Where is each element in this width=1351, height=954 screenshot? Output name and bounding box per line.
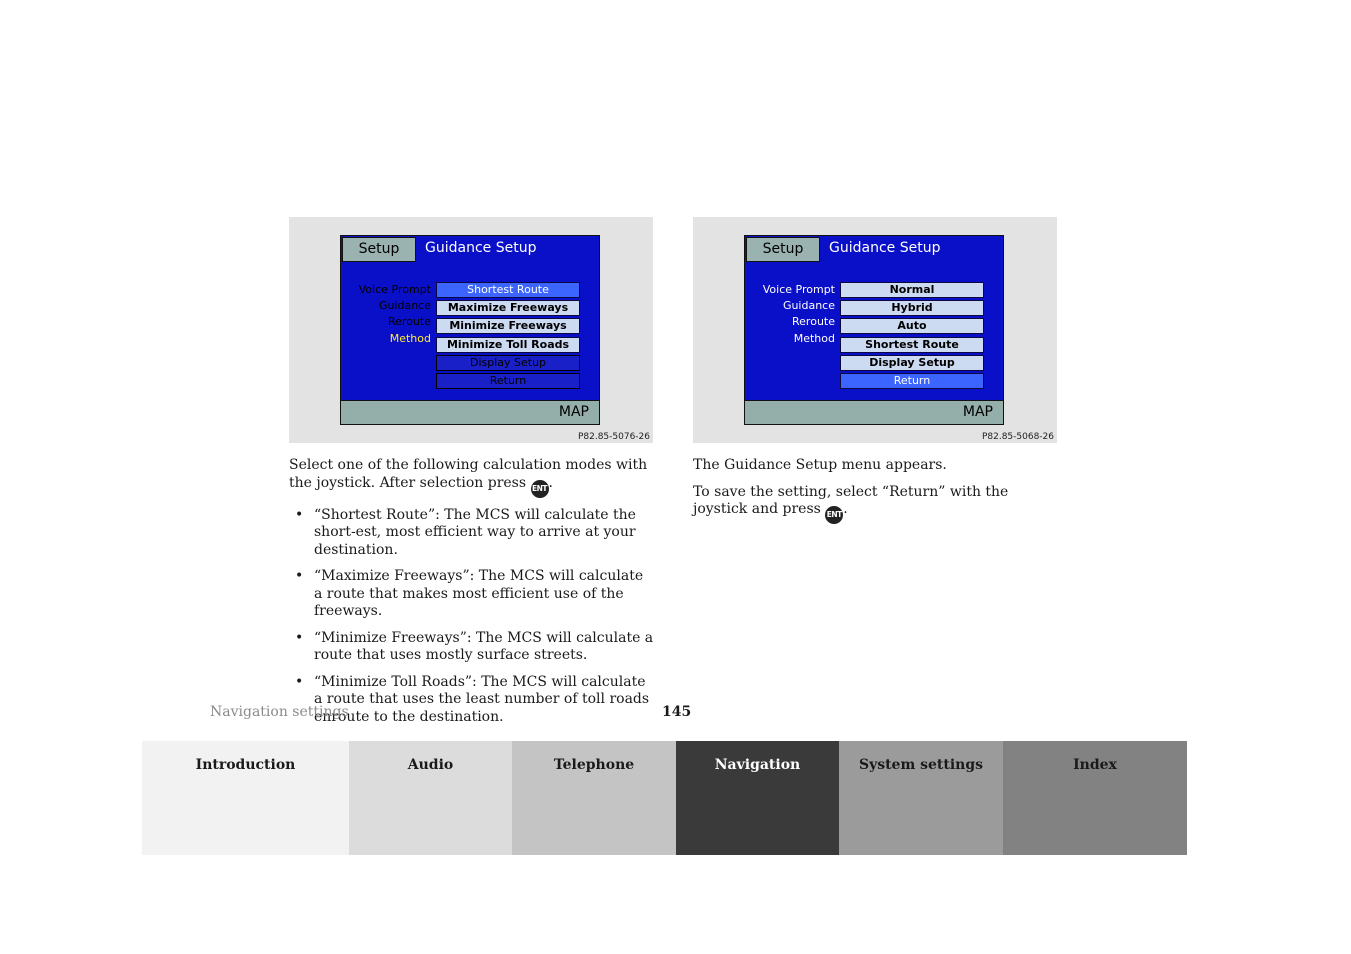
intro-paragraph: Select one of the following calculation modes with the joystick. After selection press ENT.: [289, 457, 654, 498]
list-item: • “Maximize Freeways”: The MCS will calculate a route that makes most efficient use of the freeways.: [289, 568, 654, 621]
method-option-list: [436, 282, 580, 391]
ent-button-icon: ENT: [531, 480, 549, 498]
menu-appears-paragraph: The Guidance Setup menu appears.: [693, 457, 947, 473]
label-guidance: Guidance: [782, 299, 835, 313]
figure-method-menu: [289, 217, 653, 443]
option-return: Return: [436, 373, 580, 389]
right-text-column: [693, 457, 1058, 533]
label-method: Method: [389, 331, 431, 345]
setting-labels: [359, 282, 431, 347]
status-bar: [745, 400, 1003, 424]
section-title: Navigation settings: [210, 704, 349, 720]
label-reroute: Reroute: [388, 315, 431, 329]
setting-labels: [763, 282, 835, 347]
option-return: Return: [840, 373, 984, 389]
figure-reference: P82.85-5076-26: [577, 432, 650, 442]
label-guidance: Guidance: [378, 299, 431, 313]
option-maximize-freeways: Maximize Freeways: [436, 300, 580, 316]
value-hybrid: Hybrid: [840, 300, 984, 316]
ent-button-icon: ENT: [825, 506, 843, 524]
list-item: • “Minimize Freeways”: The MCS will calculate a route that uses mostly surface streets.: [289, 630, 654, 665]
map-label: MAP: [558, 404, 589, 420]
nav-screen: [744, 235, 1004, 425]
figure-guidance-menu: [693, 217, 1057, 443]
option-display-setup: Display Setup: [436, 355, 580, 371]
list-item: • “Minimize Toll Roads”: The MCS will calculate a route that uses the least number of toll roads enroute to the destination.: [289, 674, 654, 727]
screen-title: Guidance Setup: [425, 240, 537, 256]
option-minimize-freeways: Minimize Freeways: [436, 318, 580, 334]
screen-title: Guidance Setup: [829, 240, 941, 256]
tab-introduction[interactable]: Introduction: [142, 741, 349, 855]
list-item: • “Shortest Route”: The MCS will calculate the short-est, most efficient way to arrive at your destination.: [289, 507, 654, 560]
chapter-tabs: [142, 741, 1187, 855]
tab-index[interactable]: Index: [1003, 741, 1187, 855]
save-setting-paragraph: To save the setting, select “Return” with the joystick and press ENT.: [693, 484, 1058, 525]
option-minimize-toll-roads: Minimize Toll Roads: [436, 337, 580, 353]
map-label: MAP: [962, 404, 993, 420]
setup-tab: Setup: [342, 237, 416, 262]
option-display-setup: Display Setup: [840, 355, 984, 371]
label-voice-prompt: Voice Prompt: [358, 283, 431, 296]
page-number: 145: [662, 704, 692, 720]
value-normal: Normal: [840, 282, 984, 298]
label-voice-prompt: Voice Prompt: [762, 283, 835, 296]
value-auto: Auto: [840, 318, 984, 334]
figure-reference: P82.85-5068-26: [981, 432, 1054, 442]
label-reroute: Reroute: [792, 315, 835, 329]
status-bar: [341, 400, 599, 424]
tab-audio[interactable]: Audio: [349, 741, 512, 855]
nav-screen: [340, 235, 600, 425]
value-shortest-route: Shortest Route: [840, 337, 984, 353]
setting-value-list: [840, 282, 984, 391]
tab-navigation[interactable]: Navigation: [676, 741, 839, 855]
mode-list: [289, 507, 654, 727]
label-method: Method: [793, 331, 835, 345]
tab-telephone[interactable]: Telephone: [512, 741, 676, 855]
left-text-column: [289, 457, 654, 735]
tab-system-settings[interactable]: System settings: [839, 741, 1003, 855]
option-shortest-route: Shortest Route: [436, 282, 580, 298]
setup-tab: Setup: [746, 237, 820, 262]
